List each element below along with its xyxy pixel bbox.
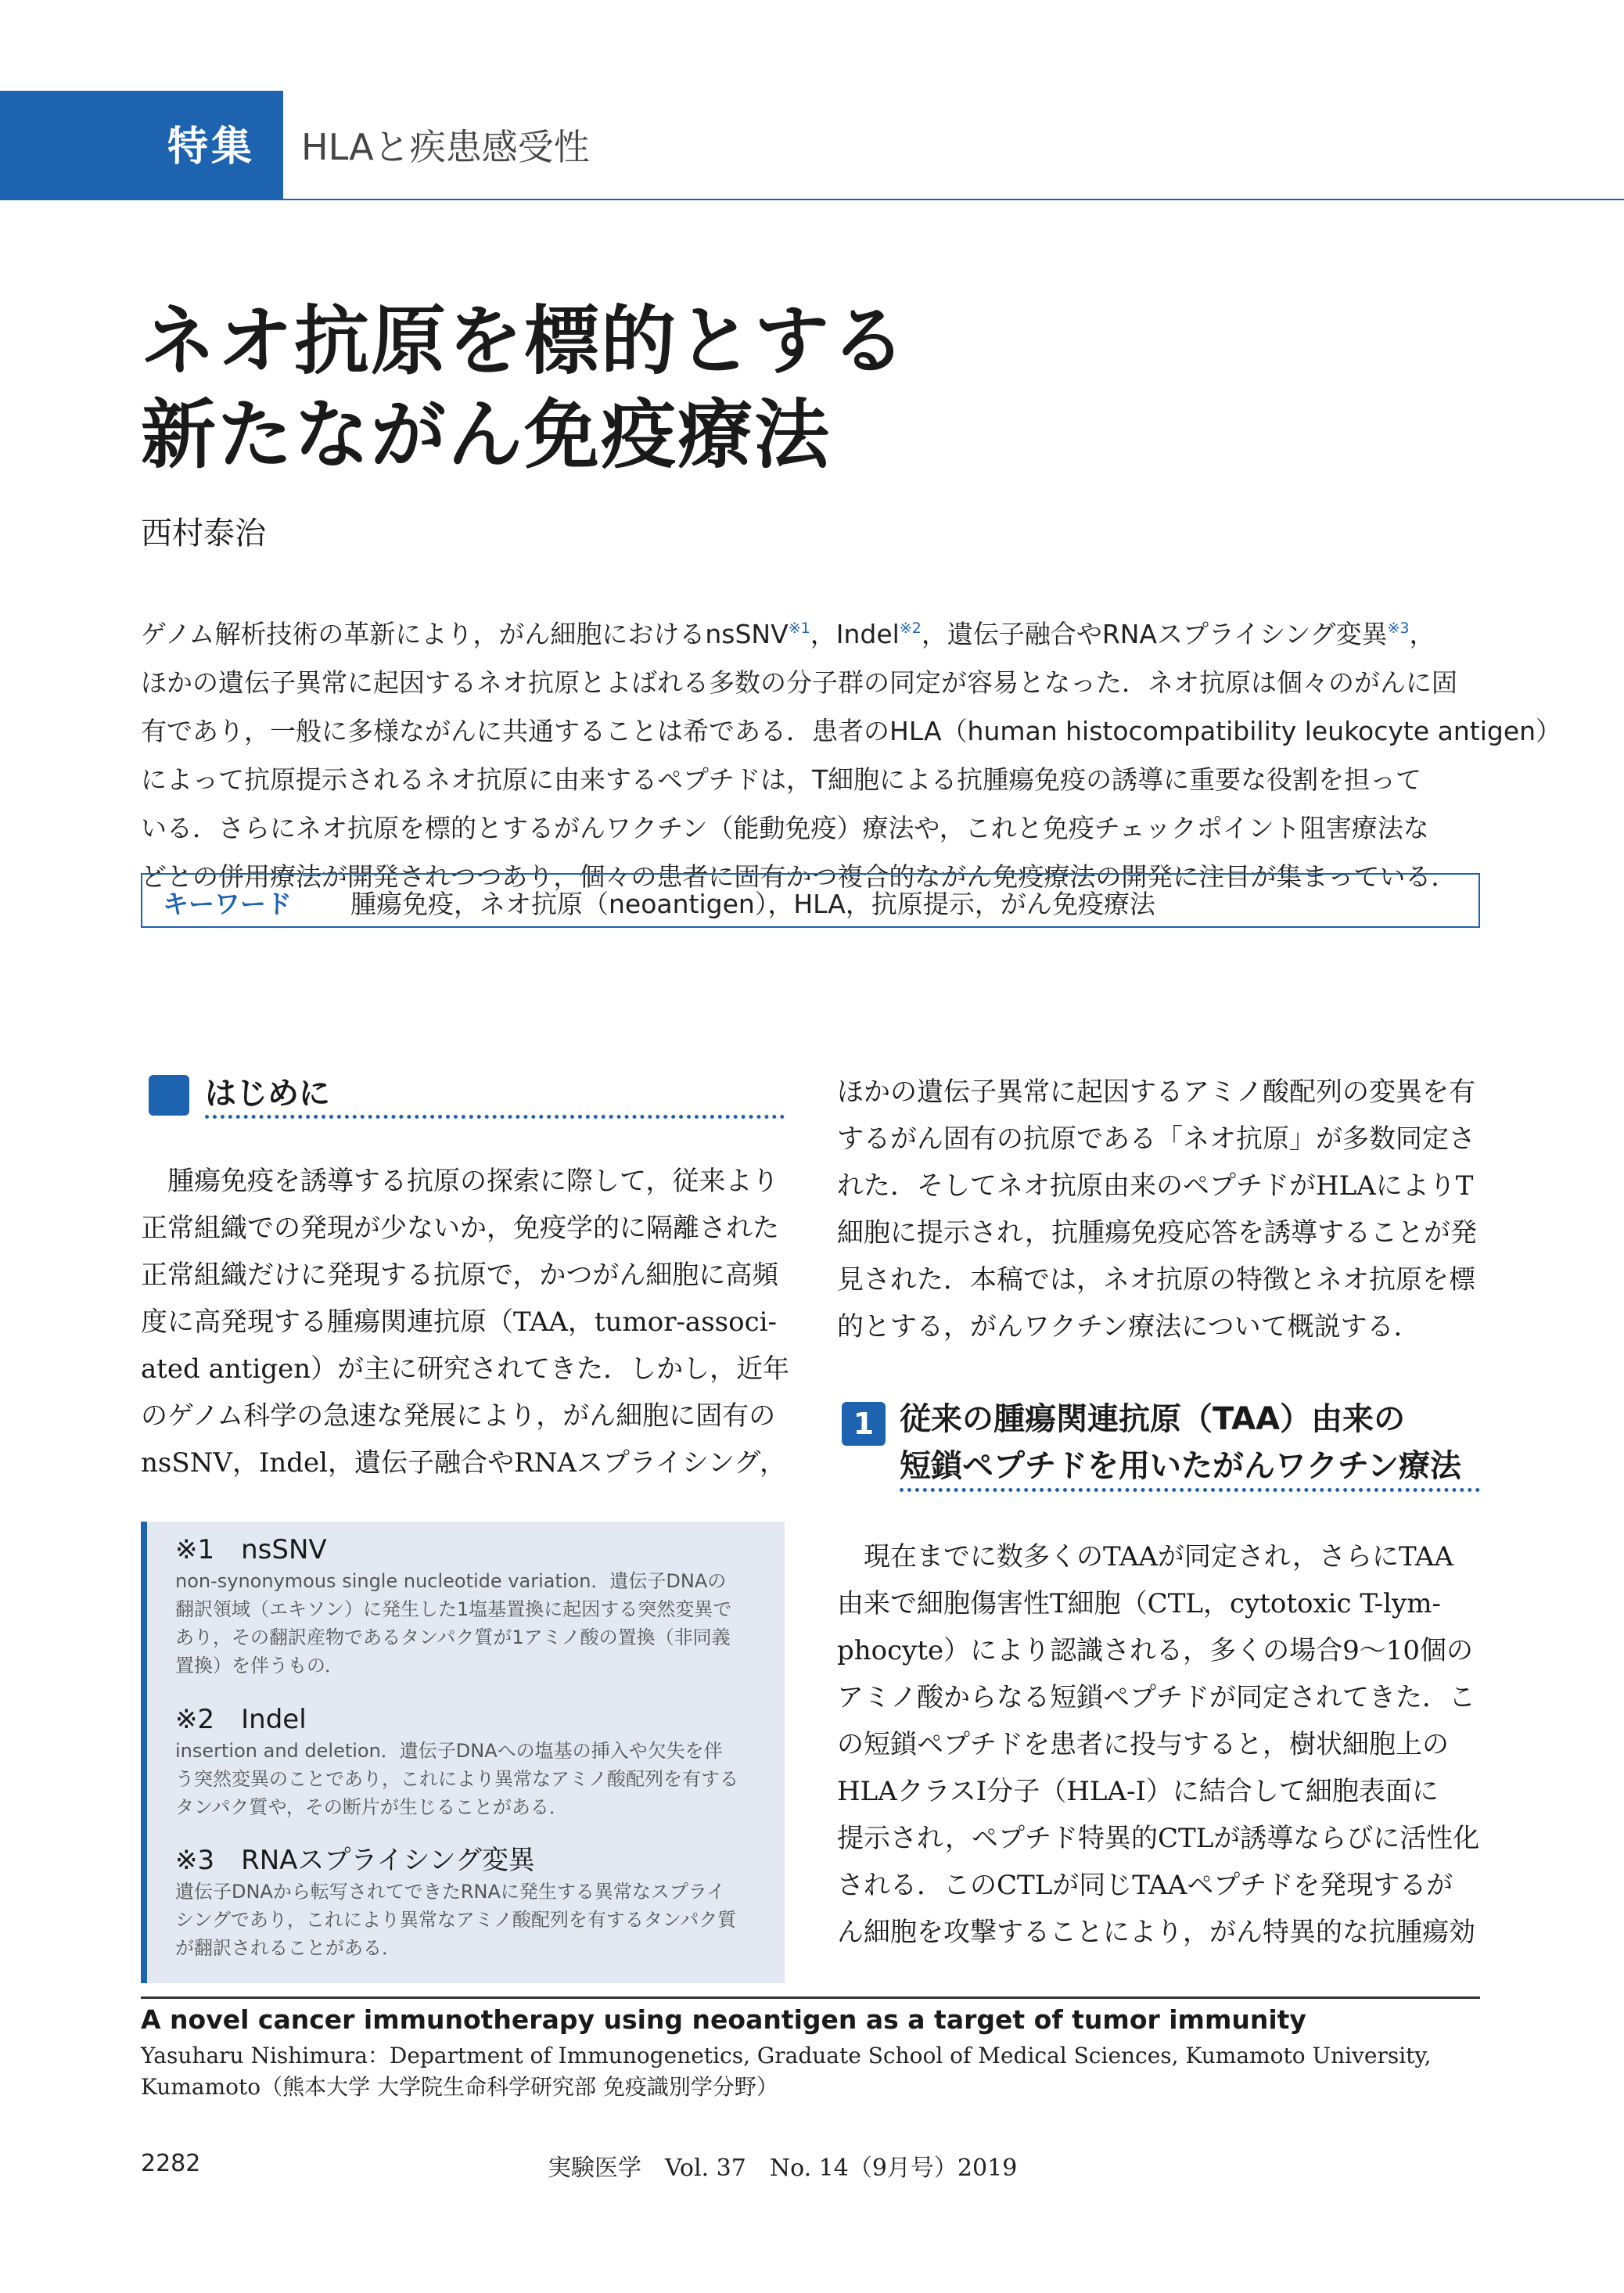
body-line: 正常組織での発現が少ないか，免疫学的に隔離された [141,1213,779,1244]
body-line: 的とする，がんワクチン療法について概説する． [837,1311,1421,1342]
keywords-text: 腫瘍免疫，ネオ抗原（neoantigen），HLA，抗原提示，がん免疫療法 [350,889,1155,919]
author-name: 西村泰治 [141,516,266,552]
heading-underline [205,1115,785,1119]
footnote-text: 遺伝子DNAから転写されてできたRNAに発生する異常なスプライ シングであり，これにより異常なアミノ酸配列を有するタンパク質 が翻訳されることがある． [175,1881,737,1959]
body-line: 腫瘍免疫を誘導する抗原の探索に際して，従来より [141,1166,779,1197]
abstract-line: ゲノム解析技術の革新により，がん細胞におけるnsSNV$^{※1}$，Indel$^{※2}$，遺伝子融合やRNAスプライシング変異$^{※3}$， [141,619,1435,649]
feature-topic: HLAと疾患感受性 [301,126,590,168]
author-affiliation: Yasuharu Nishimura：Department of Immunogenetics, Graduate School of Medical Sciences, Kumamoto University, Kumamoto（熊本大学 大学院生命科学研究部 免疫識別学分野） [141,2043,1432,2100]
body-line: の短鎖ペプチドを患者に投与すると，樹状細胞上の [837,1729,1449,1760]
body-line: するがん固有の抗原である「ネオ抗原」が多数同定さ [837,1123,1475,1155]
heading-underline [900,1488,1480,1492]
body-line: アミノ酸からなる短鎖ペプチドが同定されてきた．こ [837,1682,1475,1713]
footnote-title: ※3 RNAスプライシング変異 [175,1845,535,1876]
article-title-line-1: ネオ抗原を標的とする [141,297,907,385]
body-line: 細胞に提示され，抗腫瘍免疫応答を誘導することが発 [837,1217,1478,1249]
body-line: のゲノム科学の急速な発展により，がん細胞に固有の [141,1400,776,1432]
abstract-line: ほかの遺伝子異常に起因するネオ抗原とよばれる多数の分子群の同定が容易となった．ネオ抗原は個々のがんに固 [141,667,1457,698]
body-line: ated antigen）が主に研究されてきた．しかし，近年 [141,1353,790,1385]
body-line: ほかの遺伝子異常に起因するアミノ酸配列の変異を有 [837,1076,1475,1108]
body-line: 正常組織だけに発現する抗原で，かつがん細胞に高頻 [141,1260,779,1291]
section1-body [837,1533,1480,1956]
footnote-title: ※1 nsSNV [175,1534,327,1565]
footnote-box [141,1522,785,1983]
section-number-badge: 1 [842,1402,886,1446]
body-line: される．このCTLが同じTAAペプチドを発現するが [837,1870,1453,1901]
body-line: phocyte）により認識される，多くの場合9〜10個の [837,1635,1474,1666]
page-number: 2282 [141,2150,201,2177]
body-line: HLAクラスI分子（HLA-I）に結合して細胞表面に [837,1776,1439,1807]
intro-body [141,1158,790,1486]
abstract-line: によって抗原提示されるネオ抗原に由来するペプチドは，T細胞による抗腫瘍免疫の誘導に重要な役割を担って [141,764,1422,795]
body-line: 提示され，ペプチド特異的CTLが誘導ならびに活性化 [837,1823,1480,1854]
abstract-line: 有であり，一般に多様ながんに共通することは希である．患者のHLA（human histocompatibility leukocyte antigen） [141,716,1562,746]
abstract [141,610,1562,901]
footnote-title: ※2 Indel [175,1704,307,1735]
section1-heading-line-1: 従来の腫瘍関連抗原（TAA）由来の [900,1401,1406,1437]
body-line: れた．そしてネオ抗原由来のペプチドがHLAによりT [837,1170,1474,1202]
intro-continued [837,1069,1480,1350]
intro-heading: はじめに [205,1076,330,1112]
keywords-box [141,873,1480,928]
feature-label: 特集 [167,124,256,171]
footnote-text: non-synonymous single nucleotide variation．遺伝子DNAの 翻訳領域（エキソン）に発生した1塩基置換に起因する突然変異で あり，その翻訳産物であるタンパク質が1アミノ酸の置換（非同義 置換）を伴うもの． [175,1570,732,1677]
article-title-line-2: 新たながん免疫療法 [141,391,831,479]
footnote-ref[interactable]: ※2 [899,620,922,637]
footnote-ref[interactable]: ※3 [1387,620,1410,637]
journal-citation: 実験医学 Vol. 37 No. 14（9月号）2019 [548,2155,1018,2182]
keywords-label: キーワード [163,889,292,919]
body-line: 現在までに数多くのTAAが同定され，さらにTAA [837,1541,1453,1572]
footnote-text: insertion and deletion．遺伝子DNAへの塩基の挿入や欠失を伴 う突然変異のことであり，これにより異常なアミノ酸配列を有する タンパク質や，その断片が生じることがある． [175,1740,738,1818]
body-line: 由来で細胞傷害性T細胞（CTL，cytotoxic T-lym- [837,1588,1441,1619]
english-title: A novel cancer immunotherapy using neoantigen as a target of tumor immunity [141,2004,1306,2035]
abstract-line: いる．さらにネオ抗原を標的とするがんワクチン（能動免疫）療法や，これと免疫チェックポイント阻害療法な [141,813,1429,843]
header-rule [283,199,1624,200]
section-marker-icon [149,1075,189,1116]
body-line: nsSNV，Indel，遺伝子融合やRNAスプライシング， [141,1447,787,1479]
footnote-ref[interactable]: ※1 [788,620,810,637]
abstract-line: どとの併用療法が開発されつつあり，個々の患者に固有かつ複合的ながん免疫療法の開発に注目が集まっている． [141,861,1457,892]
body-line: 度に高発現する腫瘍関連抗原（TAA，tumor-associ- [141,1306,777,1338]
bottom-rule [141,1996,1480,1999]
body-line: 見された．本稿では，ネオ抗原の特徴とネオ抗原を標 [837,1264,1475,1296]
body-line: ん細胞を攻撃することにより，がん特異的な抗腫瘍効 [837,1917,1475,1948]
section1-heading-line-2: 短鎖ペプチドを用いたがんワクチン療法 [900,1448,1461,1484]
